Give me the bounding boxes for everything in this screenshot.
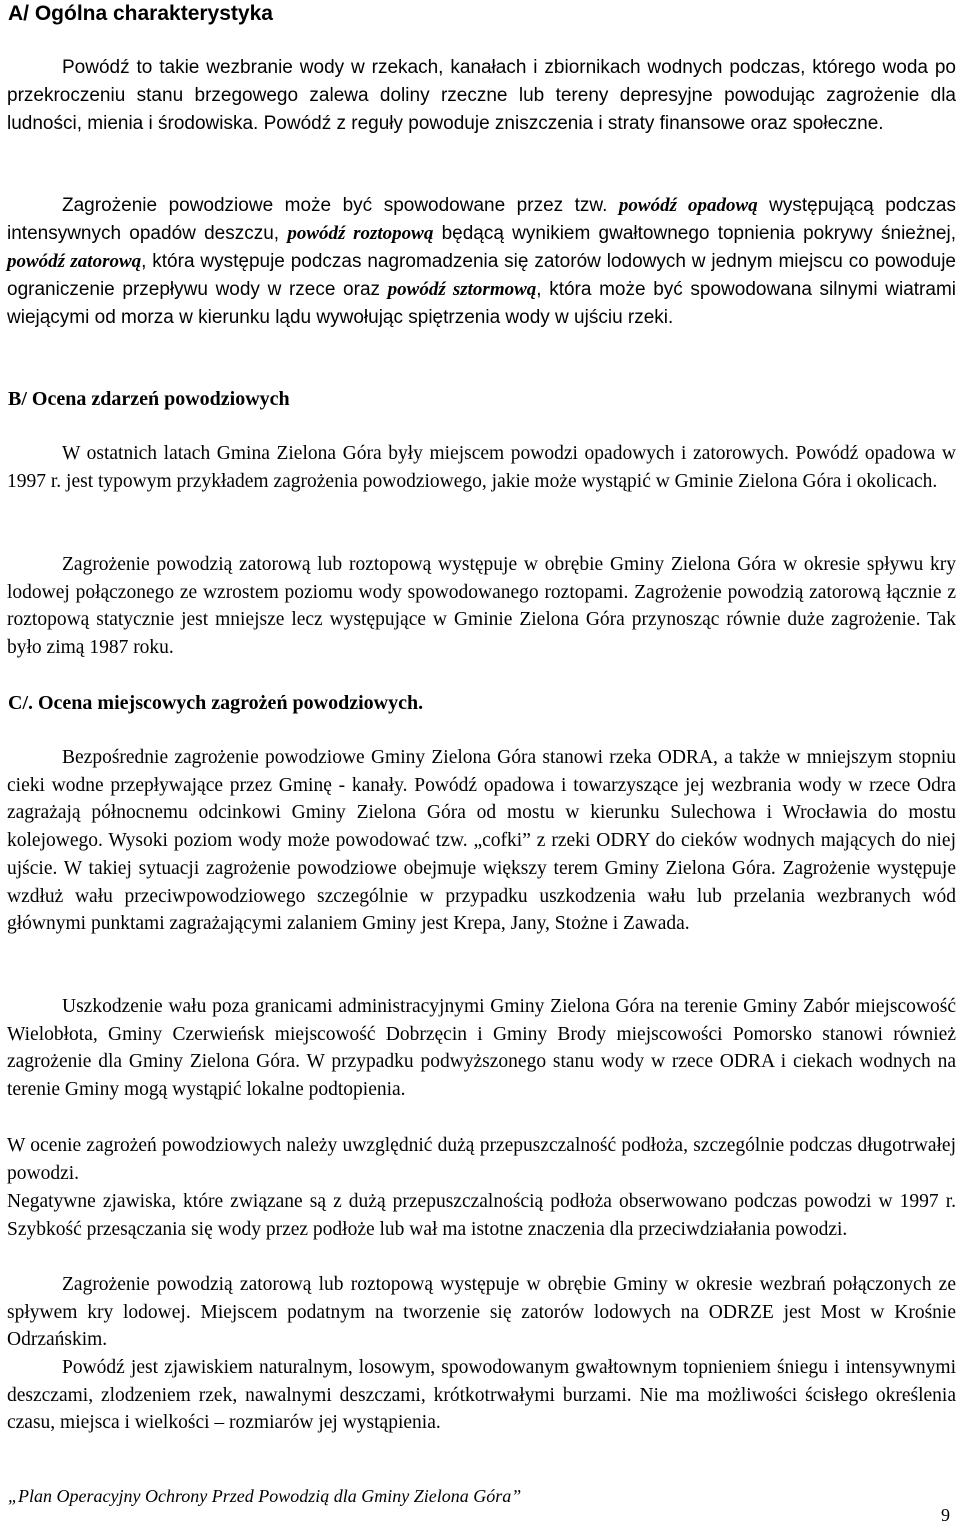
text-run: , która może być spowodowana silnymi wiatrami wiejącymi od morza w kierunku lądu wywołując spiętrzenia wody w ujściu rzeki. [7,279,956,328]
section-c-paragraph-6: Powódź jest zjawiskiem naturalnym, losowym, spowodowanym gwałtownym topnieniem śniegu i intensywnymi deszczami, zlodzeniem rzek, nawalnymi deszczami, krótkotrwałymi burzami. Nie ma możliwości ścisłego określenia czasu, miejsca i wielkości – rozmiarów jej wystąpienia. [7,1357,956,1434]
section-c-paragraph-1: Bezpośrednie zagrożenie powodziowe Gminy Zielona Góra stanowi rzeka ODRA, a także w mniejszym stopniu cieki wodne przepływające przez Gminę - kanały. Powódź opadowa i towarzyszące jej wezbrania wody w rzece Odra zagrażają północnemu odcinkowi Gminy Zielona Góra od mostu w kierunku Sulechowa i Wrocławia do mostu kolejowego. Wysoki poziom wody może powodować tzw. „cofki” z rzeki ODRY do cieków wodnych mających do niej ujście. W takiej sytuacji zagrożenie powodziowe obejmuje większy terem Gminy Zielona Góra. Zagrożenie występuje wzdłuż wału przeciwpowodziowego szczególnie w przypadku uszkodzenia wału lub przelania wezbranych wód głównymi punktami zagrażającymi zalaniem Gminy jest Krepa, Jany, Stożne i Zawada. [7,747,956,935]
section-c-paragraph-2: Uszkodzenie wału poza granicami administracyjnymi Gminy Zielona Góra na terenie Gminy Zabór miejscowość Wielobłota, Gminy Czerwieńsk miejscowość Dobrzęcin i Gminy Brody miejscowości Pomorsko stanowi również zagrożenie dla Gminy Zielona Góra. W przypadku podwyższonego stanu wody w rzece ODRA i ciekach wodnych na terenie Gminy mogą wystąpić lokalne podtopienia. [7,996,956,1101]
section-b-paragraph-2: Zagrożenie powodzią zatorową lub roztopową występuje w obrębie Gminy Zielona Góra w okresie spływu kry lodowej połączonego ze wzrostem poziomu wody spowodowanego roztopami. Zagrożenie powodzią zatorową łącznie z roztopową statycznie jest mniejsze lecz występujące w Gminie Zielona Góra przynosząc równie duże zagrożenie. Tak było zimą 1987 roku. [7,554,956,659]
term-powodz-sztormowa: powódź sztormową [387,279,537,300]
text-run: występującą podczas intensywnych opadów deszczu, [7,195,956,244]
section-b-heading: B/ Ocena zdarzeń powodziowych [8,388,290,410]
section-a-heading: A/ Ogólna charakterystyka [8,2,273,25]
section-c-paragraph-5: Zagrożenie powodzią zatorową lub roztopową występuje w obrębie Gminy w okresie wezbrań połączonych ze spływem kry lodowej. Miejscem podatnym na tworzenie się zatorów lodowych na ODRZE jest Most w Krośnie Odrzańskim. [7,1274,956,1351]
section-c-paragraph-3: W ocenie zagrożeń powodziowych należy uwzględnić dużą przepuszczalność podłoża, szczególnie podczas długotrwałej powodzi. [7,1135,956,1184]
page-number: 9 [941,1505,950,1525]
section-a-paragraph-2 [7,192,956,332]
term-powodz-zatorowa: powódź zatorową [7,251,142,272]
section-a-paragraph-1: Powódź to takie wezbranie wody w rzekach, kanałach i zbiornikach wodnych podczas, którego woda po przekroczeniu stanu brzegowego zalewa doliny rzeczne lub tereny depresyjne powodując zagrożenie dla ludności, mienia i środowiska. Powódź z reguły powoduje zniszczenia i straty finansowe oraz społeczne. [7,57,956,134]
text-run: będącą wynikiem gwałtownego topnienia pokrywy śnieżnej, [433,223,956,244]
term-powodz-roztopowa: powódź roztopową [287,223,434,244]
footer-document-title: „Plan Operacyjny Ochrony Przed Powodzią dla Gminy Zielona Góra” [8,1486,522,1506]
text-run: Zagrożenie powodziowe może być spowodowane przez tzw. [62,195,619,216]
section-b-paragraph-1: W ostatnich latach Gmina Zielona Góra były miejscem powodzi opadowych i zatorowych. Powódź opadowa w 1997 r. jest typowym przykładem zagrożenia powodziowego, jakie może wystąpić w Gminie Zielona Góra i okolicach. [7,443,956,492]
text-run: , która występuje podczas nagromadzenia się zatorów lodowych w jednym miejscu co powoduje ograniczenie przepływu wody w rzece oraz [7,251,956,300]
term-powodz-opadowa: powódź opadową [618,195,758,216]
section-c-heading: C/. Ocena miejscowych zagrożeń powodziowych. [8,692,424,714]
section-c-paragraph-4: Negatywne zjawiska, które związane są z dużą przepuszczalnością podłoża obserwowano podczas powodzi w 1997 r. Szybkość przesączania się wody przez podłoże lub wał ma istotne znaczenia dla przeciwdziałania powodzi. [7,1191,956,1240]
